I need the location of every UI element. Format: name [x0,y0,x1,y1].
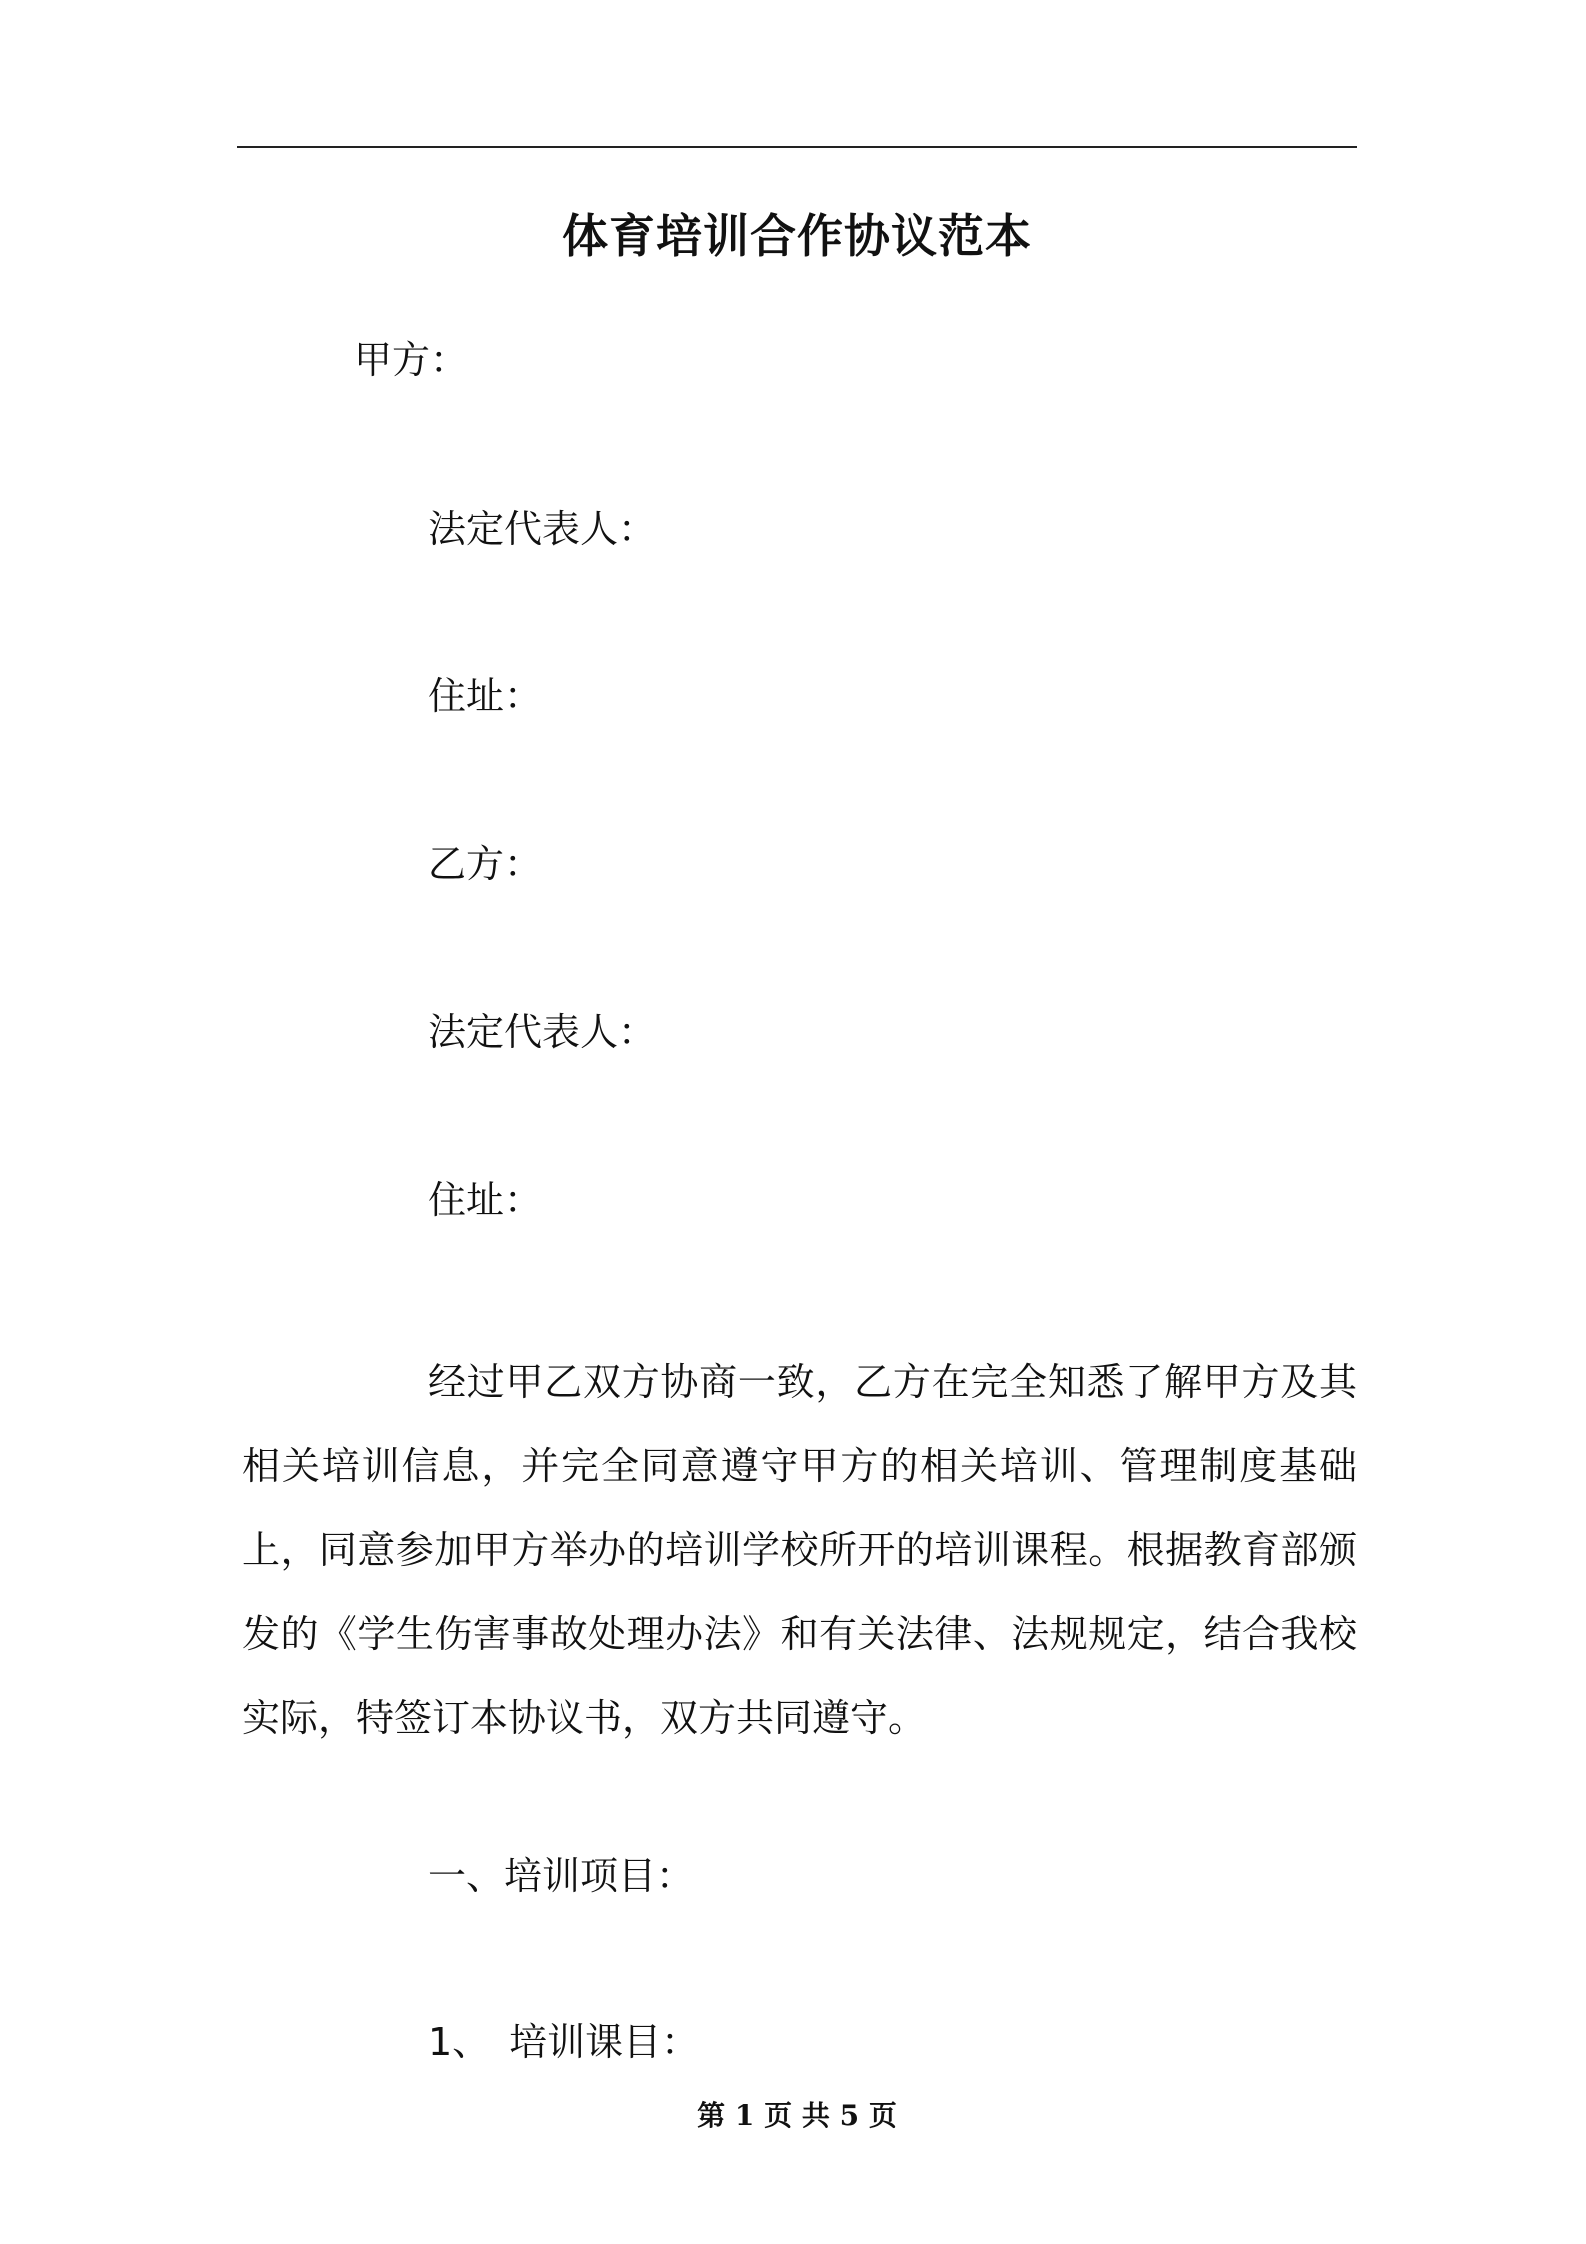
training-subject-item: 1、 培训课目： [428,2020,700,2064]
party-a-legal-rep-label: 法定代表人： [428,507,657,551]
party-b-legal-rep-label: 法定代表人： [428,1010,657,1054]
party-a-address-label: 住址： [428,674,543,718]
party-a-label: 甲方： [354,338,469,382]
header-rule [237,146,1357,148]
section-heading-training-items: 一、培训项目： [428,1854,695,1898]
party-b-label: 乙方： [428,842,543,886]
document-title: 体育培训合作协议范本 [562,209,1032,263]
party-b-address-label: 住址： [428,1178,543,1222]
intro-paragraph: 经过甲乙双方协商一致，乙方在完全知悉了解甲方及其相关培训信息，并完全同意遵守甲方的相关培训、管理制度基础上，同意参加甲方举办的培训学校所开的培训课程。根据教育部颁发的《学生伤害事故处理办法》和有关法律、法规规定，结合我校实际，特签订本协议书，双方共同遵守。 [242,1360,1357,1740]
page-indicator: 第 1 页 共 5 页 [697,2099,897,2132]
